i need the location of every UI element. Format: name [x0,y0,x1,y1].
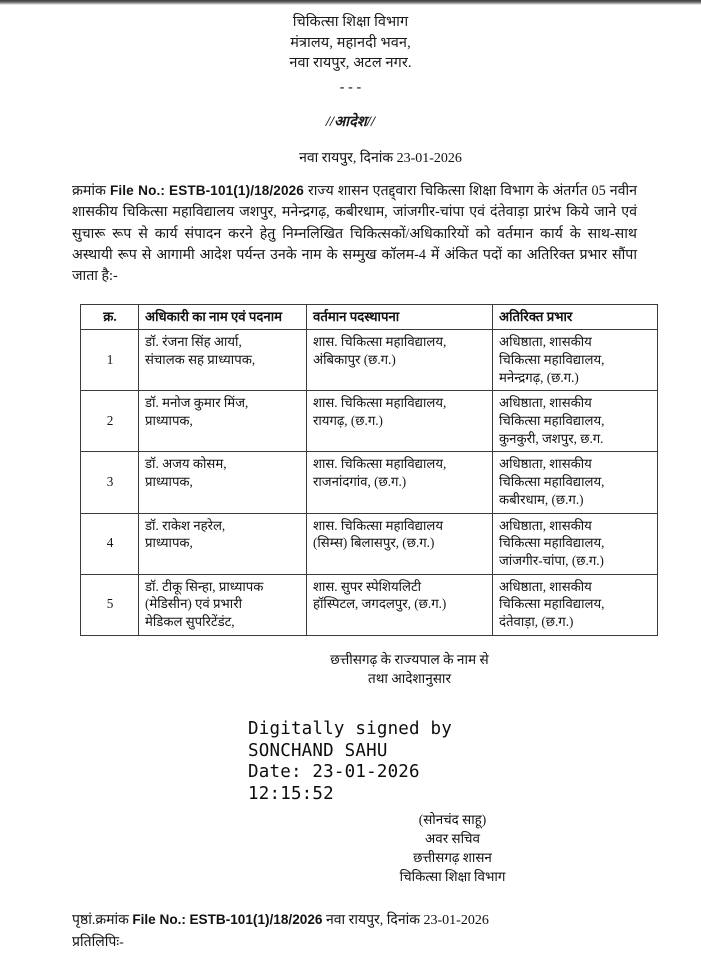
header-department: चिकित्सा शिक्षा विभाग [292,14,409,30]
cell-line: डॉ. रंजना सिंह आर्या, [145,334,242,350]
order-tag: //आदेश// [325,113,376,130]
closing-line-governor: छत्तीसगढ़ के राज्यपाल के नाम से [330,651,489,667]
cell-line: कबीरधाम, (छ.ग.) [499,491,584,507]
cell-officer-name [139,391,307,452]
cell-serial: 2 [81,391,139,452]
document-header [0,0,701,132]
file-no-value: ESTB-101(1)/18/2026 [169,183,304,199]
cell-line: कुनकुरी, जशपुर, छ.ग. [499,430,604,446]
signatory-department: चिकित्सा शिक्षा विभाग [399,868,506,884]
table-row [81,452,658,513]
table-body [81,330,658,635]
cell-line: चिकित्सा महाविद्यालय, [499,535,605,551]
signature-line-date: Date: 23-01-2026 [248,762,420,783]
cell-additional-charge [493,330,658,391]
table-row [81,513,658,574]
cell-additional-charge [493,452,658,513]
cell-line: जांजगीर-चांपा, (छ.ग.) [499,552,604,568]
cell-serial: 3 [81,452,139,513]
cell-line: प्राध्यापक, [145,474,193,490]
cell-officer-name [139,574,307,635]
footer-place-date: नवा रायपुर, दिनांक 23-01-2026 [325,912,489,928]
header-ministry: मंत्रालय, महानदी भवन, [290,34,411,51]
cell-line: डॉ. मनोज कुमार मिंज, [145,395,249,411]
cell-officer-name [139,452,307,513]
cell-line: दंतेवाड़ा, (छ.ग.) [499,613,574,629]
cell-line: शास. चिकित्सा महाविद्यालय, [313,334,447,350]
cell-current-posting [307,513,493,574]
cell-serial: 5 [81,574,139,635]
cell-line: शास. सुपर स्पेशियलिटी [313,578,422,594]
cell-line: चिकित्सा महाविद्यालय, [499,413,605,429]
cell-line: चिकित्सा महाविद्यालय, [499,596,605,612]
cell-additional-charge [493,574,658,635]
closing-line-by-order: तथा आदेशानुसार [367,671,452,687]
cell-line: डॉ. टीकू सिन्हा, प्राध्यापक [145,578,264,594]
cell-line: अधिष्ठाता, शासकीय [499,456,592,472]
footer-file-no-value: ESTB-101(1)/18/2026 [189,911,323,927]
cell-line: मनेन्द्रगढ़, (छ.ग.) [499,369,579,385]
cell-line: (सिम्स) बिलासपुर, (छ.ग.) [313,535,435,551]
cell-line: शास. चिकित्सा महाविद्यालय, [313,456,447,472]
cell-line: राजनांदगांव, (छ.ग.) [313,474,407,490]
column-header-serial: क्र. [81,304,139,330]
column-header-officer-name: अधिकारी का नाम एवं पदनाम [139,304,307,330]
cell-officer-name [139,330,307,391]
signatory-block [0,810,701,886]
footer-endorsement-line [72,910,701,931]
cell-line: अधिष्ठाता, शासकीय [499,334,592,350]
cell-line: अधिष्ठाता, शासकीय [499,578,592,594]
signature-line-signer-name: SONCHAND SAHU [248,740,388,761]
footer-prefix: पृष्ठां.क्रमांक [72,912,129,928]
cell-line: प्राध्यापक, [145,413,193,429]
cell-line: शास. चिकित्सा महाविद्यालय, [313,395,447,411]
file-no-label: File No.: [109,183,165,199]
cell-current-posting [307,330,493,391]
table-row [81,574,658,635]
cell-current-posting [307,391,493,452]
table-row [81,330,658,391]
cell-line: (मेडिसीन) एवं प्रभारी [145,596,243,612]
cell-current-posting [307,574,493,635]
officer-charge-table [80,304,658,636]
cell-line: अधिष्ठाता, शासकीय [499,395,592,411]
signatory-government: छत्तीसगढ़ शासन [413,849,492,865]
cell-line: प्राध्यापक, [145,535,193,551]
header-separator: - - - [339,79,362,95]
table-row [81,391,658,452]
cell-current-posting [307,452,493,513]
table-header-row [81,304,658,330]
cell-line: अधिष्ठाता, शासकीय [499,517,592,533]
cell-line: चिकित्सा महाविद्यालय, [499,352,605,368]
cell-serial: 4 [81,513,139,574]
signatory-name: (सोनचंद साहू) [418,811,487,827]
cell-line: हॉस्पिटल, जगदलपुर, (छ.ग.) [313,596,447,612]
cell-line: शास. चिकित्सा महाविद्यालय [313,517,443,533]
column-header-current-posting: वर्तमान पदस्थापना [307,304,493,330]
cell-additional-charge [493,391,658,452]
footer-copy-label: प्रतिलिपिः- [72,934,124,950]
digital-signature-stamp [248,719,701,806]
cell-line: संचालक सह प्राध्यापक, [145,352,256,368]
signature-line-digitally-signed-by: Digitally signed by [248,719,452,740]
cell-line: डॉ. राकेश नहरेल, [145,517,226,533]
order-paragraph-text: राज्य शासन एतद्द्वारा चिकित्सा शिक्षा विभाग के अंतर्गत 05 नवीन शासकीय चिकित्सा महाविद्यालय जशपुर, मनेन्द्रगढ़, कबीरधाम, जांजगीर-चांपा एवं दंतेवाड़ा प्रारंभ किये जाने एवं सुचारू रूप से कार्य संपादन करने हेतु निम्नलिखित चिकित्सकों/अधिकारियों को वर्तमान कार्य के साथ-साथ अस्थायी रूप से आगामी आदेश पर्यन्त उनके नाम के सम्मुख कॉलम-4 में अंकित पदों का अतिरिक्त प्रभार सौंपा जाता है:- [72,183,638,285]
document-footer [72,910,701,953]
signatory-designation: अवर सचिव [425,830,480,846]
cell-officer-name [139,513,307,574]
closing-block [0,650,701,689]
signature-line-time: 12:15:52 [248,784,334,805]
footer-file-no-label: File No.: [132,911,186,927]
kramank-label: क्रमांक [72,183,106,200]
cell-line: डॉ. अजय कोसम, [145,456,227,472]
cell-serial: 1 [81,330,139,391]
cell-line: चिकित्सा महाविद्यालय, [499,474,605,490]
order-body-paragraph [72,181,637,287]
column-header-additional-charge: अतिरिक्त प्रभार [493,304,658,330]
cell-line: रायगढ़, (छ.ग.) [313,413,383,429]
cell-additional-charge [493,513,658,574]
header-location: नवा रायपुर, अटल नगर. [289,55,412,72]
cell-line: अंबिकापुर (छ.ग.) [313,352,396,368]
cell-line: मेडिकल सुपरिटेंडंट, [145,613,235,629]
header-place-date: नवा रायपुर, दिनांक 23-01-2026 [299,151,462,167]
